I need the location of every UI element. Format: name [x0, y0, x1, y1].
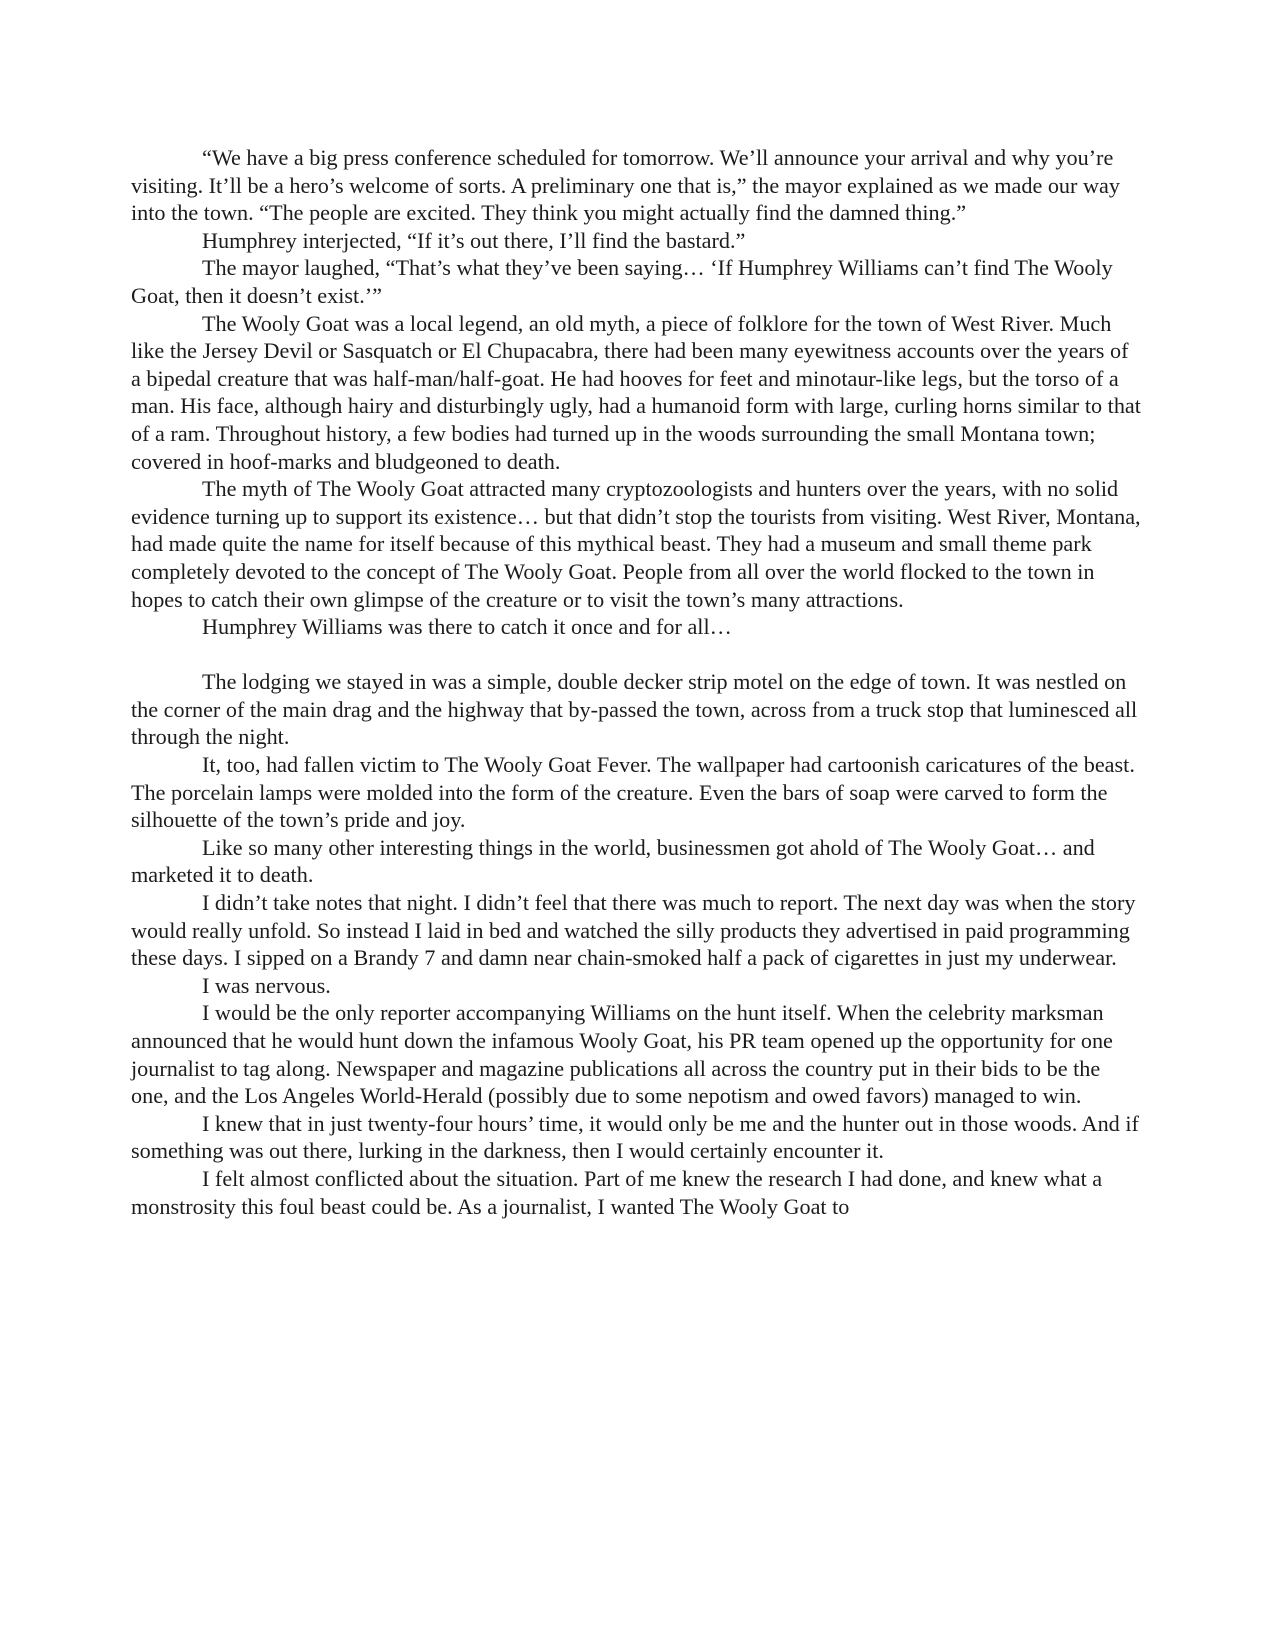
paragraph: It, too, had fallen victim to The Wooly Goat Fever. The wallpaper had cartoonish caricatures of the beast. The porcelain lamps were molded into the form of the creature. Even the bars of soap were carved to form the silhouette of the town’s pride and joy.	[131, 752, 1135, 833]
paragraph: The Wooly Goat was a local legend, an old myth, a piece of folklore for the town of West River. Much like the Jersey Devil or Sasquatch or El Chupacabra, there had been many eyewitness accounts over the years of a bipedal creature that was half-man/half-goat. He had hooves for feet and minotaur-like legs, but the torso of a man. His face, although hairy and disturbingly ugly, had a humanoid form with large, curling horns similar to that of a ram. Throughout history, a few bodies had turned up in the woods surrounding the small Montana town; covered in hoof-marks and bludgeoned to death.	[131, 310, 1141, 474]
paragraph: I would be the only reporter accompanying Williams on the hunt itself. When the celebrity marksman announced that he would hunt down the infamous Wooly Goat, his PR team opened up the opportunity for one journalist to tag along. Newspaper and magazine publications all across the country put in their bids to be the one, and the Los Angeles World-Herald (possibly due to some nepotism and owed favors) managed to win.	[131, 1000, 1113, 1109]
paragraph: I knew that in just twenty-four hours’ time, it would only be me and the hunter out in those woods. And if something was out there, lurking in the darkness, then I would certainly encounter it.	[131, 1110, 1139, 1164]
paragraph: The mayor laughed, “That’s what they’ve been saying… ‘If Humphrey Williams can’t find The Wooly Goat, then it doesn’t exist.’”	[131, 255, 1113, 308]
paragraph: Humphrey interjected, “If it’s out there, I’ll find the bastard.”	[202, 227, 746, 253]
document-page	[131, 144, 1141, 1220]
section-break	[131, 641, 1141, 669]
paragraph: Like so many other interesting things in the world, businessmen got ahold of The Wooly Goat… and marketed it to death.	[131, 834, 1095, 888]
paragraph: The myth of The Wooly Goat attracted many cryptozoologists and hunters over the years, with no solid evidence turning up to support its existence… but that didn’t stop the tourists from visiting. West River, Montana, had made quite the name for itself because of this mythical beast. They had a museum and small theme park completely devoted to the concept of The Wooly Goat. People from all over the world flocked to the town in hopes to catch their own glimpse of the creature or to visit the town’s many attractions.	[131, 476, 1141, 612]
paragraph: “We have a big press conference scheduled for tomorrow. We’ll announce your arrival and why you’re visiting. It’ll be a hero’s welcome of sorts. A preliminary one that is,” the mayor explained as we made our way into the town. “The people are excited. They think you might actually find the damned thing.”	[131, 145, 1120, 226]
paragraph: I felt almost conflicted about the situation. Part of me knew the research I had done, and knew what a monstrosity this foul beast could be. As a journalist, I wanted The Wooly Goat to	[131, 1165, 1103, 1219]
paragraph: The lodging we stayed in was a simple, double decker strip motel on the edge of town. It was nestled on the corner of the main drag and the highway that by-passed the town, across from a truck stop that luminesced all through the night.	[131, 669, 1138, 750]
paragraph: I didn’t take notes that night. I didn’t feel that there was much to report. The next day was when the story would really unfold. So instead I laid in bed and watched the silly products they advertised in paid programming these days. I sipped on a Brandy 7 and damn near chain-smoked half a pack of cigarettes in just my underwear.	[131, 890, 1136, 971]
paragraph: Humphrey Williams was there to catch it once and for all…	[202, 614, 732, 640]
paragraph: I was nervous.	[202, 972, 331, 998]
